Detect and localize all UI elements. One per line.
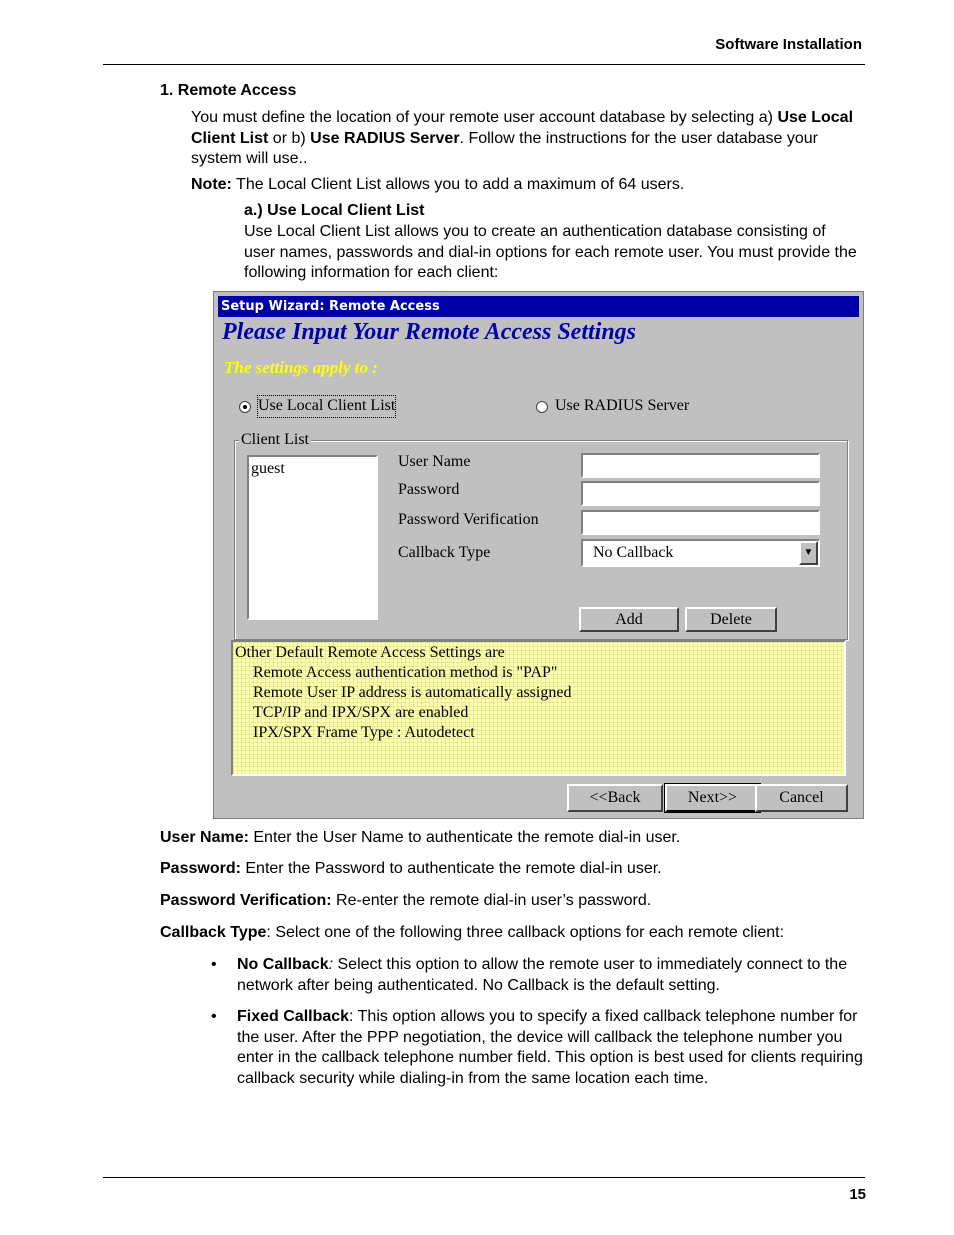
client-listbox[interactable] xyxy=(247,455,378,620)
intro-paragraph: You must define the location of your remote user account database by selecting a) Use Local Client List or b) Use RADIUS Server. Follow the instructions for the user database your system will use.. xyxy=(191,109,854,167)
local-client-radio[interactable] xyxy=(239,401,251,413)
bullet-no-callback: No Callback: Select this option to allow the remote user to immediately connect to the network after being authenticated. No Callback is the default setting. xyxy=(237,956,848,994)
radius-server-radio[interactable] xyxy=(536,401,548,413)
subsection-heading: a.) Use Local Client List xyxy=(244,202,425,219)
subsection-text: Use Local Client List allows you to create an authentication database consisting of user names, passwords and dial-in options for each remote user. You must provide the following information for each client: xyxy=(244,223,857,281)
back-button[interactable]: <<Back xyxy=(567,784,663,812)
default-setting-item: TCP/IP and IPX/SPX are enabled xyxy=(253,704,469,721)
header-rule xyxy=(103,64,865,65)
applies-to-label: The settings apply to : xyxy=(224,358,378,377)
running-header: Software Installation xyxy=(715,36,862,53)
next-button[interactable]: Next>> xyxy=(665,784,760,812)
remote-access-dialog xyxy=(213,291,864,819)
delete-button[interactable]: Delete xyxy=(685,607,777,632)
default-setting-item: IPX/SPX Frame Type : Autodetect xyxy=(253,724,475,741)
chevron-down-icon[interactable]: ▼ xyxy=(799,541,818,565)
callback-type-label: Callback Type xyxy=(398,544,491,561)
bullet-icon: • xyxy=(211,1008,217,1025)
password-verify-label: Password Verification xyxy=(398,511,539,528)
default-setting-item: Remote User IP address is automatically assigned xyxy=(253,684,572,701)
default-settings-panel xyxy=(231,640,846,776)
bullet-icon: • xyxy=(211,956,217,973)
cancel-button[interactable]: Cancel xyxy=(755,784,848,812)
defaults-title: Other Default Remote Access Settings are xyxy=(235,644,505,661)
section-heading: 1. Remote Access xyxy=(160,82,297,99)
page-number: 15 xyxy=(849,1186,866,1203)
username-label: User Name xyxy=(398,453,471,470)
definition-password-verification: Password Verification: Re-enter the remote dial-in user’s password. xyxy=(160,892,652,909)
bullet-fixed-callback: Fixed Callback: This option allows you to specify a fixed callback telephone number for the user. After the PPP negotiation, the device will callback the telephone number you enter in the callback telephone number field. This option is best used for clients requiring callback security while dialing-in from the same location each time. xyxy=(237,1008,863,1087)
dialog-heading: Please Input Your Remote Access Settings xyxy=(222,319,637,345)
definition-username: User Name: Enter the User Name to authenticate the remote dial-in user. xyxy=(160,829,681,846)
username-input[interactable] xyxy=(581,453,820,478)
radius-server-label[interactable]: Use RADIUS Server xyxy=(555,397,690,414)
definition-password: Password: Enter the Password to authenticate the remote dial-in user. xyxy=(160,860,662,877)
callback-type-select[interactable]: No Callback ▼ xyxy=(581,539,820,567)
add-button[interactable]: Add xyxy=(579,607,679,632)
definition-callback-type: Callback Type: Select one of the following three callback options for each remote client: xyxy=(160,924,785,941)
local-client-label[interactable]: Use Local Client List xyxy=(258,396,395,417)
dialog-title: Setup Wizard: Remote Access xyxy=(218,296,859,317)
default-setting-item: Remote Access authentication method is "PAP" xyxy=(253,664,558,681)
footer-rule xyxy=(103,1177,865,1178)
password-label: Password xyxy=(398,481,460,498)
password-verify-input[interactable] xyxy=(581,510,820,535)
client-item-guest[interactable]: guest xyxy=(251,460,285,477)
note-paragraph: Note: The Local Client List allows you to add a maximum of 64 users. xyxy=(191,176,685,193)
client-list-title: Client List xyxy=(239,430,311,451)
password-input[interactable] xyxy=(581,481,820,506)
